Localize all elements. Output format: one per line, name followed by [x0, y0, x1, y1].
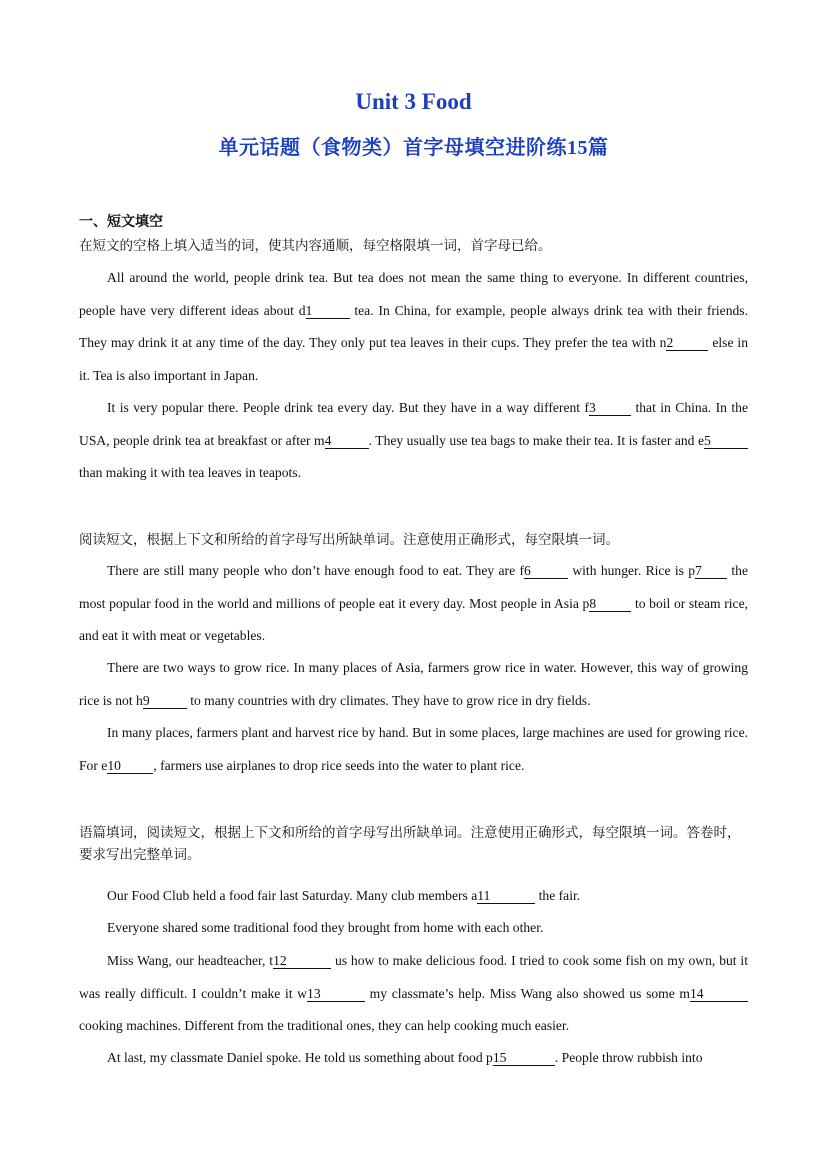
text-span: else in it. Tea is also important in Japan.: [79, 335, 748, 383]
answer-blank-4[interactable]: 4: [325, 433, 369, 449]
answer-blank-3[interactable]: 3: [589, 400, 631, 416]
passage3-paragraph3: [79, 945, 748, 1043]
passage3-instruction: 语篇填词，阅读短文，根据上下文和所给的首字母写出所缺单词。注意使用正确形式，每空限填一词。答卷时，要求写出完整单词。: [79, 825, 741, 863]
answer-blank-5[interactable]: 5: [704, 433, 748, 449]
text-span: Miss Wang, our headteacher, t: [107, 953, 274, 968]
text-span: the fair.: [535, 888, 581, 903]
passage3-paragraph2: [79, 912, 748, 945]
text-span: that in China. In the USA, people drink tea at breakfast or after m: [79, 400, 748, 448]
answer-blank-12[interactable]: 12: [273, 953, 331, 969]
text-span: Our Food Club held a food fair last Saturday. Many club members a: [107, 888, 478, 903]
answer-blank-11[interactable]: 11: [477, 888, 535, 904]
passage1-paragraph2: [79, 392, 748, 490]
text-span: with hunger. Rice is p: [567, 563, 696, 578]
text-span: the most popular food in the world and millions of people eat it every day. Most people in Asia p: [79, 563, 748, 611]
passage2-paragraph1: [79, 555, 748, 653]
text-span: to boil or steam rice, and eat it with meat or vegetables.: [79, 595, 749, 644]
answer-blank-15[interactable]: 15: [493, 1050, 555, 1066]
passage2-instruction: 阅读短文，根据上下文和所给的首字母写出所缺单词。注意使用正确形式，每空限填一词。: [79, 532, 619, 548]
answer-blank-8[interactable]: 8: [589, 596, 631, 612]
text-span: There are still many people who don’t have enough food to eat. They are f: [107, 563, 524, 578]
passage1-instruction: 在短文的空格上填入适当的词，使其内容通顺，每空格限填一词，首字母已给。: [79, 238, 552, 254]
text-span: than making it with tea leaves in teapots.: [79, 465, 301, 481]
page-title: Unit 3 Food: [355, 89, 472, 114]
passage3-paragraph4: [79, 1042, 748, 1075]
passage3-paragraph1: [79, 880, 748, 913]
text-span: my classmate’s help. Miss Wang also showed us some m: [365, 985, 690, 1001]
text-span: . They usually use tea bags to make their tea. It is faster and e: [368, 432, 704, 448]
page-subtitle: 单元话题（食物类）首字母填空进阶练15篇: [218, 137, 609, 159]
passage2-paragraph2: [79, 652, 748, 717]
answer-blank-10[interactable]: 10: [107, 758, 153, 774]
text-span: In many places, farmers plant and harvest rice by hand. But in some places, large machines are used for growing rice. For e: [79, 725, 748, 773]
text-span: There are two ways to grow rice. In many places of Asia, farmers grow rice in water. However, this way of growing rice is not h: [79, 660, 748, 708]
answer-blank-9[interactable]: 9: [143, 693, 187, 709]
text-span: At last, my classmate Daniel spoke. He told us something about food p: [107, 1050, 493, 1065]
text-span: Everyone shared some traditional food they brought from home with each other.: [107, 920, 544, 935]
section-heading: 一、短文填空: [79, 214, 163, 230]
text-span: cooking machines. Different from the traditional ones, they can help cooking much easier.: [79, 1018, 570, 1034]
answer-blank-6[interactable]: 6: [524, 563, 568, 579]
answer-blank-14[interactable]: 14: [690, 986, 748, 1002]
passage2-paragraph3: [79, 717, 748, 782]
text-span: us how to make delicious food. I tried to cook some fish on my own, but it was really difficult. I couldn’t make it w: [79, 953, 748, 1001]
passage1-paragraph1: [79, 262, 748, 392]
text-span: to many countries with dry climates. They have to grow rice in dry fields.: [186, 692, 591, 708]
answer-blank-7[interactable]: 7: [695, 563, 727, 579]
answer-blank-2[interactable]: 2: [666, 335, 708, 351]
text-span: It is very popular there. People drink tea every day. But they have in a way different f: [107, 400, 590, 415]
text-span: , farmers use airplanes to drop rice seeds into the water to plant rice.: [153, 757, 525, 773]
text-span: tea. In China, for example, people always drink tea with their friends. They may drink it at any time of the day. They only put tea leaves in their cups. They prefer the tea with n: [79, 302, 748, 351]
text-span: All around the world, people drink tea. But tea does not mean the same thing to everyone. In different countries, people have very different ideas about d: [79, 270, 748, 318]
answer-blank-13[interactable]: 13: [307, 986, 365, 1002]
answer-blank-1[interactable]: 1: [306, 303, 350, 319]
text-span: . People throw rubbish into: [554, 1050, 703, 1065]
